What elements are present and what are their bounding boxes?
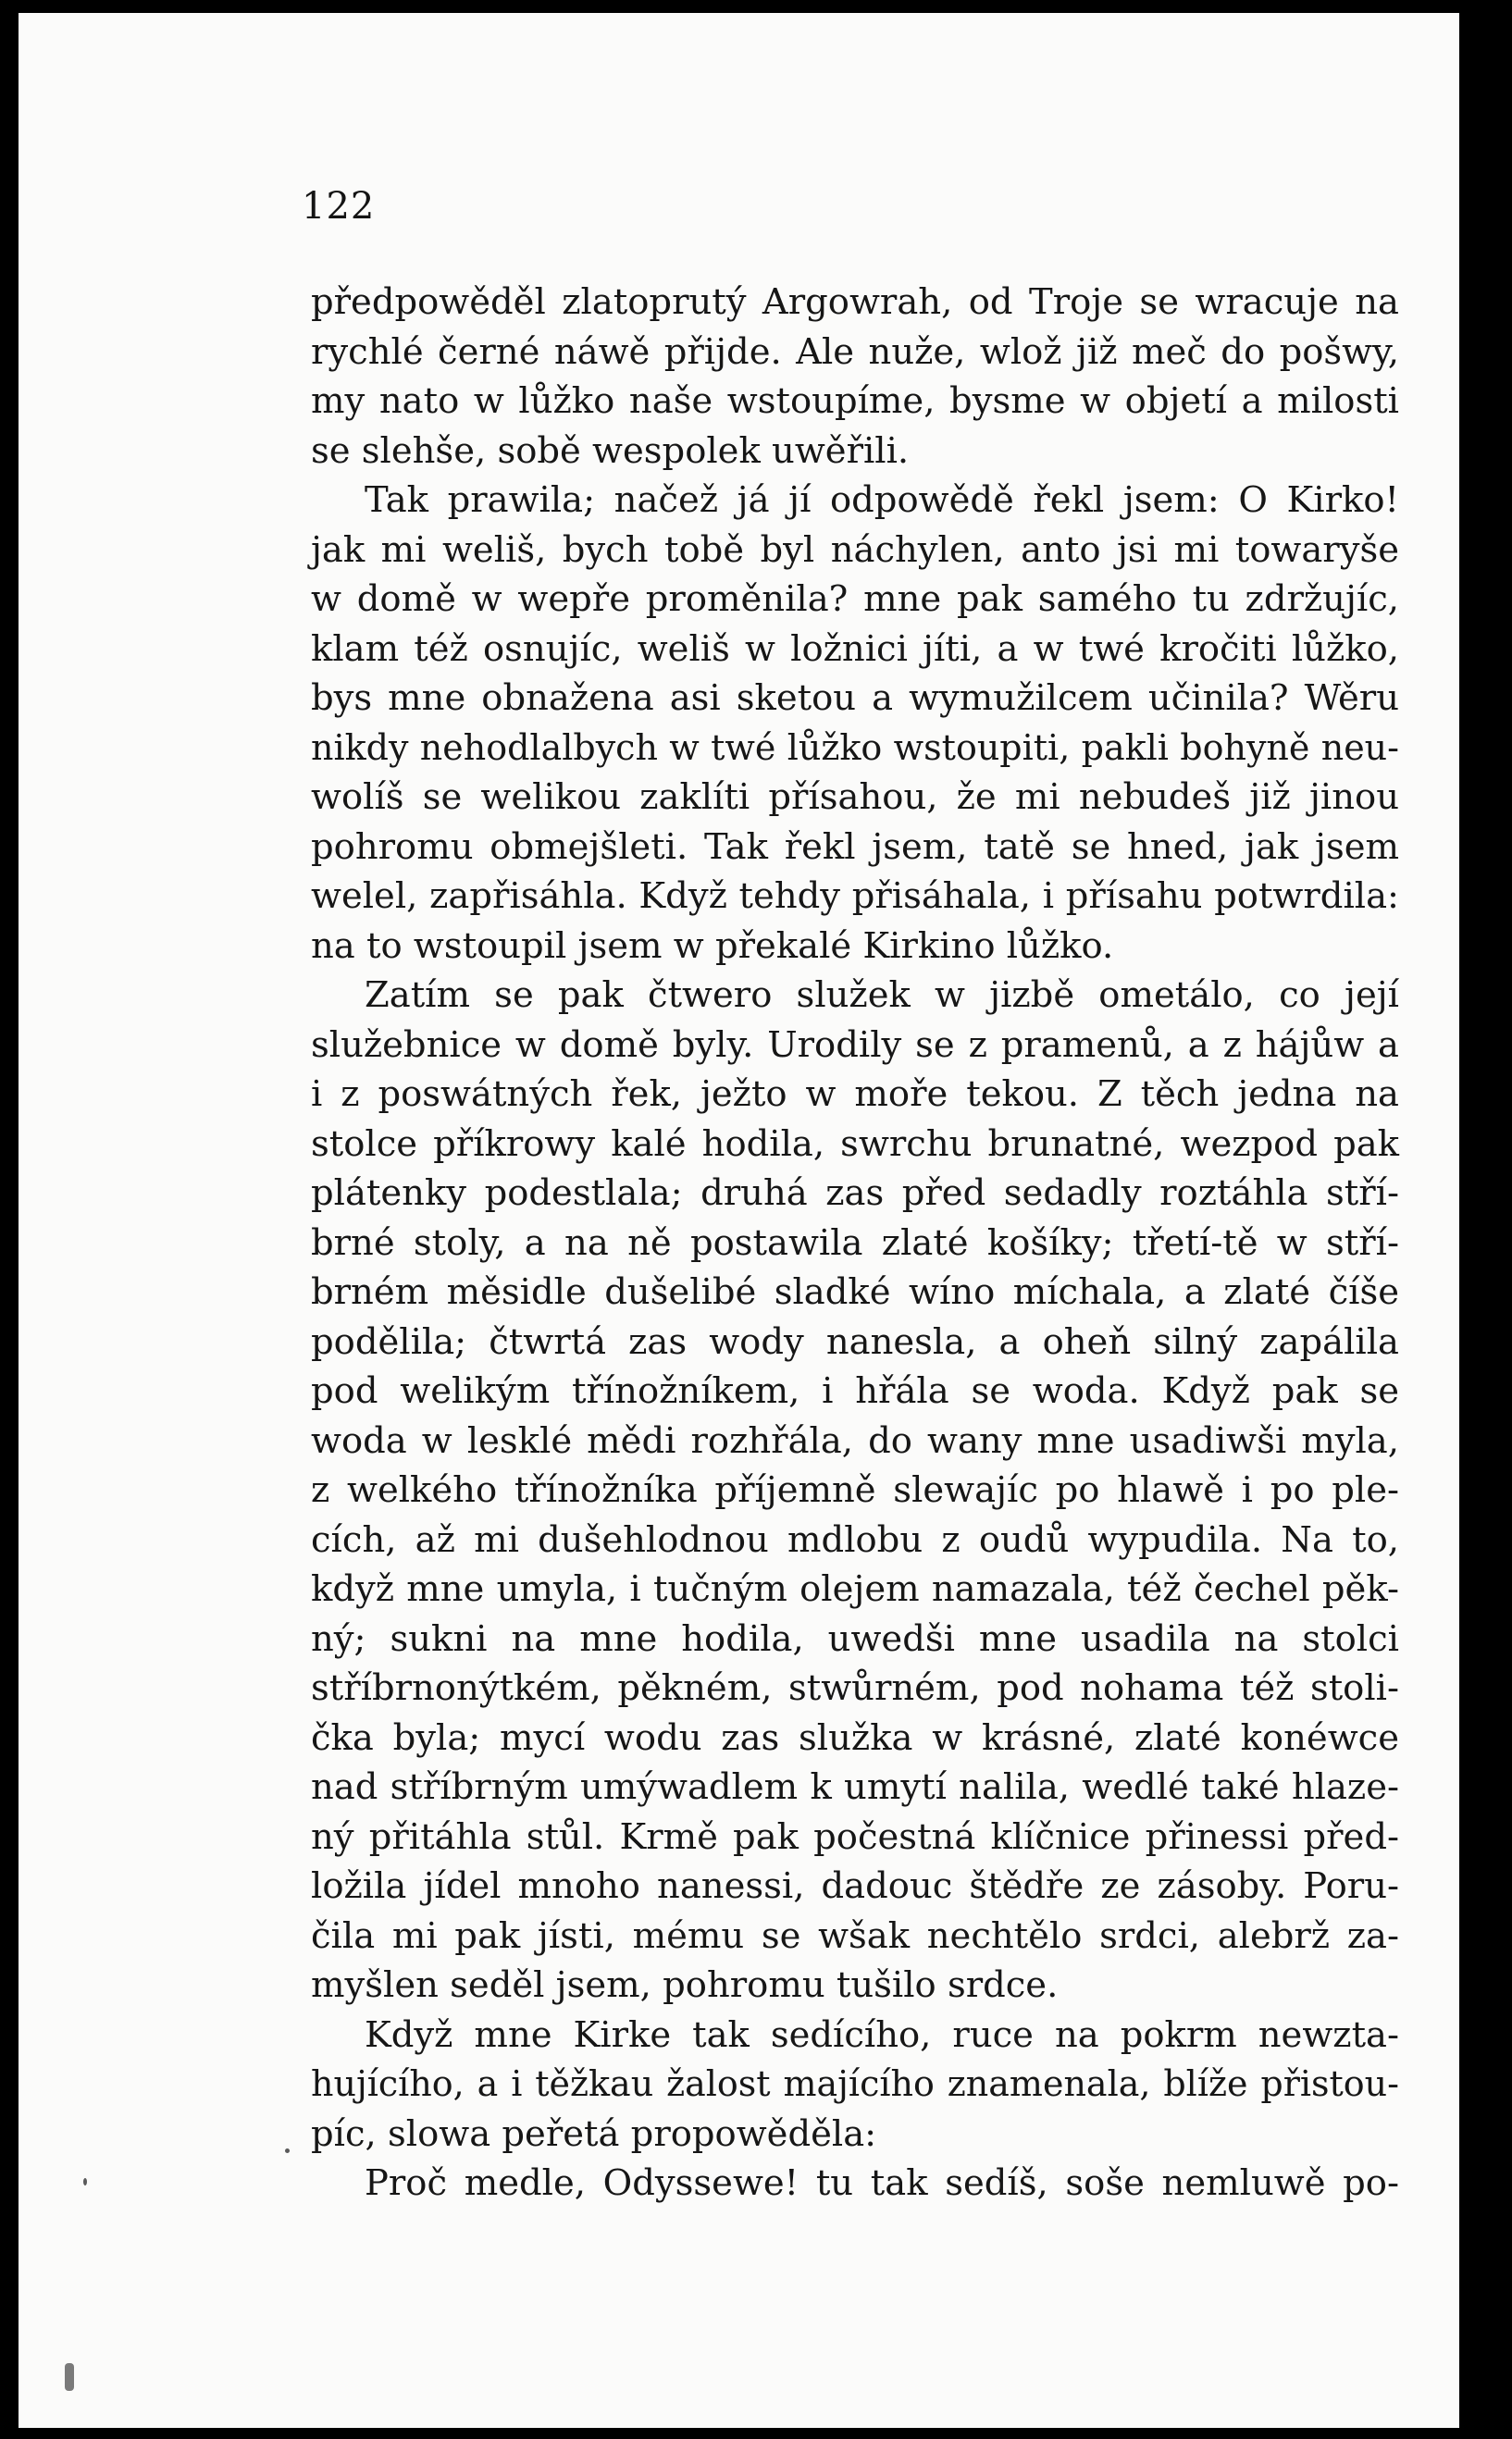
text-line: Tak prawila; načež já jí odpowědě řekl jsem: O Kirko! <box>365 479 1399 521</box>
text-line: Proč medle, Odyssewe! tu tak sedíš, soše nemluwě po- <box>365 2162 1399 2204</box>
text-line: cích, až mi dušehlodnou mdlobu z oudů wypudila. Na to, <box>311 1518 1399 1561</box>
text-line: ložila jídel mnoho nanessi, dadouc štědře ze zásoby. Poru- <box>311 1865 1399 1907</box>
text-line: stříbrnonýtkém, pěkném, stwůrném, pod nohama též stoli- <box>311 1667 1399 1709</box>
text-line: Když mne Kirke tak sedícího, ruce na pokrm newzta- <box>365 2013 1399 2056</box>
text-line: čka byla; mycí wodu zas služka w krásné, zlaté konéwce <box>311 1716 1399 1759</box>
body-text <box>311 278 1399 2209</box>
text-line: welel, zapřisáhla. Když tehdy přisáhala, i přísahu potwrdila: <box>311 875 1399 917</box>
text-line: když mne umyla, i tučným olejem namazala, též čechel pěk- <box>311 1568 1399 1610</box>
text-line: ný přitáhla stůl. Krmě pak počestná klíčnice přinessi před- <box>311 1815 1399 1858</box>
text-line: brném měsidle dušelibé sladké wíno míchala, a zlaté číše <box>311 1271 1399 1313</box>
text-line: w domě w wepře proměnila? mne pak samého tu zdržujíc, <box>311 578 1399 620</box>
scan-speck <box>285 2148 290 2153</box>
text-line: myšlen seděl jsem, pohromu tušilo srdce. <box>311 1964 1059 2006</box>
text-line: Zatím se pak čtwero služek w jizbě ometálo, co její <box>365 974 1399 1016</box>
scanned-page <box>19 13 1459 2428</box>
page-number: 122 <box>302 185 376 228</box>
text-line: nad stříbrným umýwadlem k umytí nalila, wedlé také hlaze- <box>311 1766 1399 1808</box>
text-line: wolíš se welikou zaklíti přísahou, že mi nebudeš již jinou <box>311 776 1399 818</box>
scan-speck <box>65 2363 74 2391</box>
text-line: rychlé černé náwě přijde. Ale nuže, wlož již meč do pošwy, <box>311 330 1399 373</box>
scan-speck <box>83 2178 87 2185</box>
text-line: klam též osnujíc, weliš w ložnici jíti, a w twé kročiti lůžko, <box>311 627 1399 670</box>
text-line: my nato w lůžko naše wstoupíme, bysme w objetí a milosti <box>311 380 1399 422</box>
text-line: woda w lesklé mědi rozhřála, do wany mne usadiwši myla, <box>311 1419 1399 1462</box>
text-line: jak mi weliš, bych tobě byl náchylen, anto jsi mi towaryše <box>311 528 1399 571</box>
text-line: nikdy nehodlalbych w twé lůžko wstoupiti, pakli bohyně neu- <box>311 726 1399 768</box>
text-line: čila mi pak jísti, mému se wšak nechtělo srdci, alebrž za- <box>311 1914 1399 1957</box>
text-line: služebnice w domě byly. Urodily se z pramenů, a z hájůw a <box>311 1023 1399 1066</box>
text-line: se slehše, sobě wespolek uwěřili. <box>311 429 910 472</box>
text-line: pohromu obmejšleti. Tak řekl jsem, tatě se hned, jak jsem <box>311 825 1399 868</box>
text-line: píc, slowa peřetá propowěděla: <box>311 2112 877 2155</box>
text-line: podělila; čtwrtá zas wody nanesla, a oheň silný zapálila <box>311 1320 1399 1363</box>
text-line: na to wstoupil jsem w překalé Kirkino lůžko. <box>311 924 1114 967</box>
scan-border <box>1459 0 1512 2439</box>
text-line: plátenky podestlala; druhá zas před sedadly roztáhla stří- <box>311 1172 1399 1214</box>
text-line: z welkého třínožníka příjemně slewajíc po hlawě i po ple- <box>311 1469 1399 1511</box>
text-line: ný; sukni na mne hodila, uwedši mne usadila na stolci <box>311 1617 1399 1660</box>
text-line: předpowěděl zlatoprutý Argowrah, od Troje se wracuje na <box>311 281 1399 323</box>
text-line: bys mne obnažena asi sketou a wymužilcem učinila? Wěru <box>311 677 1399 719</box>
text-line: hujícího, a i těžkau žalost majícího znamenala, blíže přistou- <box>311 2063 1399 2104</box>
text-line: i z poswátných řek, ježto w moře tekou. Z těch jedna na <box>311 1073 1399 1115</box>
text-line: pod welikým třínožníkem, i hřála se woda. Když pak se <box>311 1370 1399 1412</box>
text-line: brné stoly, a na ně postawila zlaté košíky; třetí-tě w stří- <box>311 1221 1399 1264</box>
text-line: stolce příkrowy kalé hodila, swrchu brunatné, wezpod pak <box>311 1122 1399 1165</box>
